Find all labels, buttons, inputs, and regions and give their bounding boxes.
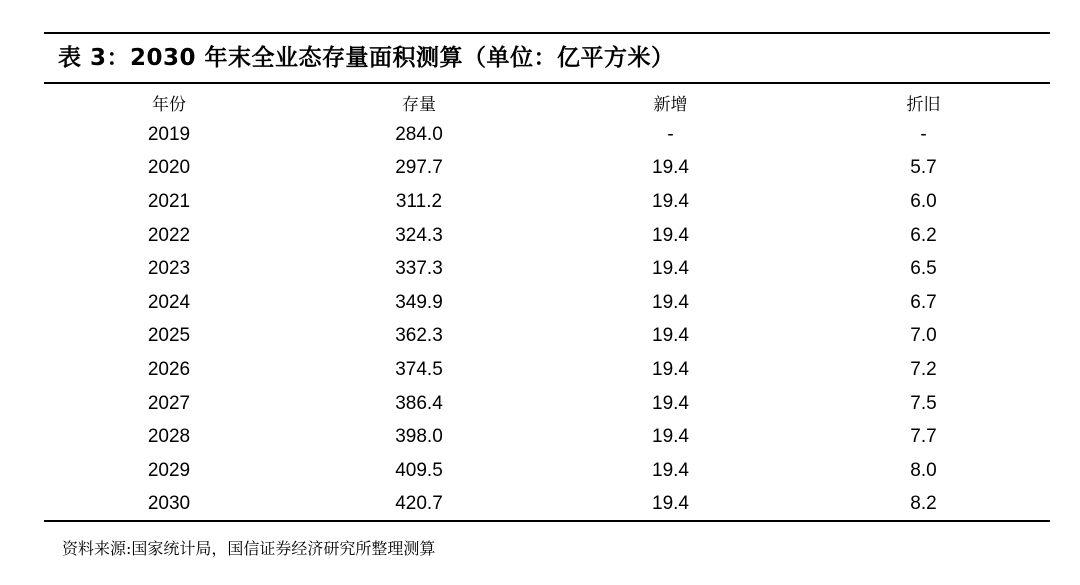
stock-cell: 409.5	[395, 459, 443, 481]
stock-cell: 311.2	[395, 190, 443, 212]
year-cell: 2025	[147, 325, 191, 347]
depreciation-cell: -	[920, 123, 927, 145]
depreciation-cell: 6.7	[910, 291, 937, 313]
new-cell: 19.4	[652, 325, 689, 347]
depreciation-cell: 6.0	[910, 190, 937, 212]
header-new: 新增	[653, 94, 688, 115]
table-row	[44, 118, 1050, 152]
header-depreciation: 折旧	[906, 94, 941, 115]
year-cell: 2021	[147, 190, 191, 212]
new-cell: 19.4	[652, 224, 689, 246]
stock-cell: 297.7	[395, 157, 443, 179]
table-row	[44, 286, 1050, 320]
year-cell: 2019	[147, 123, 191, 145]
table-title: 表 3：2030 年末全业态存量面积测算（单位：亿平方米）	[58, 45, 675, 71]
year-cell: 2020	[147, 157, 191, 179]
table-row	[44, 320, 1050, 354]
new-cell: 19.4	[652, 258, 689, 280]
new-cell: -	[667, 123, 674, 145]
header-rule	[44, 82, 1050, 84]
bottom-rule	[44, 520, 1050, 522]
year-cell: 2030	[147, 493, 191, 515]
new-cell: 19.4	[652, 392, 689, 414]
stock-cell: 420.7	[395, 493, 443, 515]
stock-cell: 386.4	[395, 392, 443, 414]
depreciation-cell: 7.2	[910, 358, 937, 380]
new-cell: 19.4	[652, 358, 689, 380]
new-cell: 19.4	[652, 291, 689, 313]
year-cell: 2029	[147, 459, 191, 481]
stock-cell: 398.0	[395, 426, 443, 448]
header-year: 年份	[152, 94, 186, 115]
year-cell: 2027	[147, 392, 191, 414]
depreciation-cell: 7.7	[910, 426, 937, 448]
table-row	[44, 152, 1050, 186]
year-cell: 2026	[147, 358, 191, 380]
header-row	[44, 86, 1050, 118]
table-row	[44, 488, 1050, 522]
new-cell: 19.4	[652, 157, 689, 179]
new-cell: 19.4	[652, 190, 689, 212]
stock-cell: 374.5	[395, 358, 443, 380]
table-row	[44, 454, 1050, 488]
table-row	[44, 219, 1050, 253]
new-cell: 19.4	[652, 493, 689, 515]
table-row	[44, 420, 1050, 454]
depreciation-cell: 6.5	[910, 258, 937, 280]
table-row	[44, 252, 1050, 286]
new-cell: 19.4	[652, 426, 689, 448]
stock-cell: 362.3	[395, 325, 443, 347]
table-row	[44, 185, 1050, 219]
depreciation-cell: 8.0	[910, 459, 937, 481]
source-note: 资料来源:国家统计局，国信证券经济研究所整理测算	[62, 539, 436, 558]
depreciation-cell: 5.7	[910, 157, 937, 179]
table-row	[44, 353, 1050, 387]
table-row	[44, 387, 1050, 421]
year-cell: 2023	[147, 258, 191, 280]
depreciation-cell: 7.0	[910, 325, 937, 347]
data-table	[44, 86, 1050, 521]
stock-cell: 349.9	[395, 291, 443, 313]
stock-cell: 324.3	[395, 224, 443, 246]
depreciation-cell: 6.2	[910, 224, 937, 246]
stock-cell: 337.3	[395, 258, 443, 280]
year-cell: 2024	[147, 291, 191, 313]
new-cell: 19.4	[652, 459, 689, 481]
depreciation-cell: 7.5	[910, 392, 937, 414]
stock-cell: 284.0	[395, 123, 443, 145]
top-rule	[44, 32, 1050, 34]
depreciation-cell: 8.2	[910, 493, 937, 515]
year-cell: 2022	[147, 224, 191, 246]
year-cell: 2028	[147, 426, 191, 448]
header-stock: 存量	[402, 94, 436, 115]
